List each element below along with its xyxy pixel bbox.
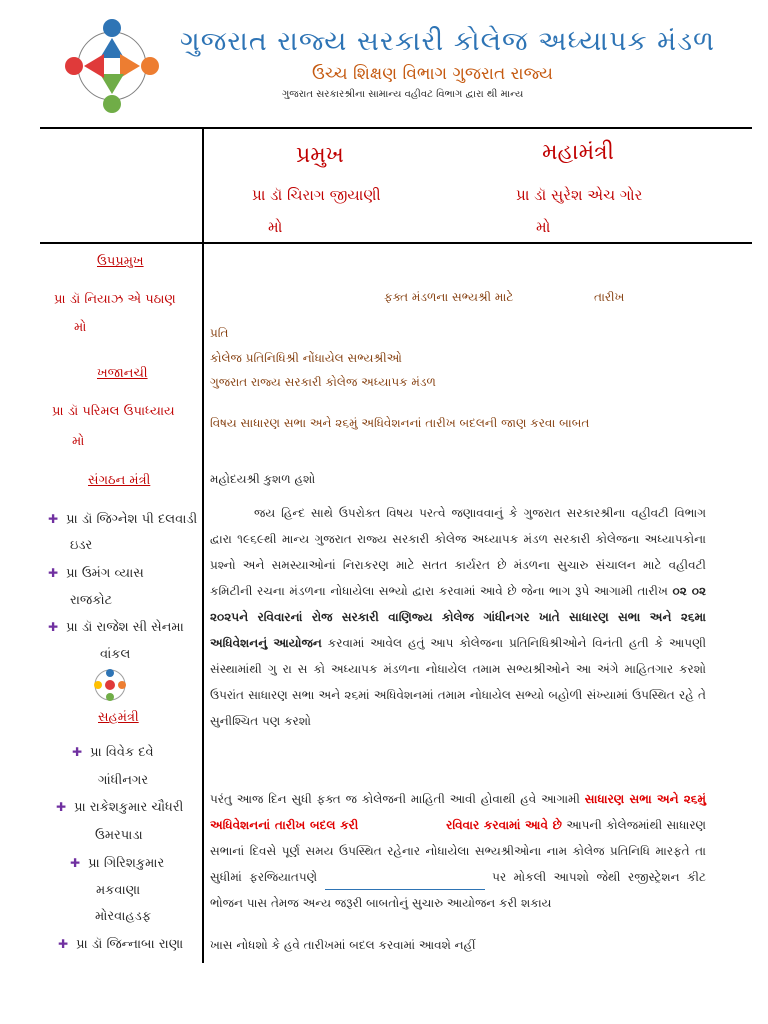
treasurer-mobile: મો bbox=[72, 434, 85, 449]
bullet-icon: ✚ bbox=[48, 566, 59, 580]
joint-secretary-heading: સહમંત્રી bbox=[98, 710, 139, 725]
bullet-icon: ✚ bbox=[70, 856, 81, 870]
joint-secretary-place: ઉમરપાડા bbox=[95, 828, 143, 843]
bullet-icon: ✚ bbox=[48, 620, 59, 634]
org-secretary-place: વાંકલ bbox=[100, 647, 131, 662]
bullet-icon: ✚ bbox=[58, 937, 69, 951]
paragraph-1: જય હિન્દ સાથે ઉપરોક્ત વિષય પરત્વે જણાવવાનું કે ગુજરાત સરકારશ્રીના વહીવટી વિભાગ દ્વારા ૧૯૬૯થી માન્ય ગુજરાત રાજ્ય સરકારી કોલેજ અધ્યાપક મંડળ સરકારી કોલેજના અધ્યાપકોના પ્રશ્નો અને સમસ્યાઓનાં નિરાકરણ માટે સતત કાર્યરત છે મંડળના સુચારુ સંચાલન માટે વહીવટી કમિટીની રચના મંડળના નોધાયેલા સભ્યો દ્વારા કરવામાં આવે છે જેના ભાગ રૂપે આગામી તારીખ ૦૨ ૦૨ ૨૦૨૫ને રવિવારનાં રોજ સરકારી વાણિજ્ય કોલેજ ગાંધીનગર ખાતે સાધારણ સભા અને ૨૬મા અધિવેશનનું આયોજન કરવામાં આવેલ હતું આપ કોલેજના પ્રતિનિધિશ્રીઓને વિનંતી હતી કે આપણી સંસ્થામાંથી ગુ રા સ કો અધ્યાપક મંડળના નોધાયેલ તમામ સભ્યશ્રીઓને આ અંગે માહિતગાર કરશો ઉપરાંત સાધારણ સભા અને ૨૬માં અધિવેશનમાં તમામ નોધાયેલ સભ્યો બહોળી સંખ્યામાં ઉપસ્થિત રહે તે સુનીશ્ચિત પણ કરશો bbox=[210, 506, 707, 728]
email-blank bbox=[325, 877, 485, 890]
joint-secretary-item: ✚ પ્રા વિવેક દવે bbox=[72, 745, 154, 760]
president-name: પ્રા ડૉ ચિરાગ જીયાણી bbox=[252, 186, 381, 204]
bullet-icon: ✚ bbox=[72, 745, 83, 759]
secretary-title: મહામંત્રી bbox=[542, 140, 614, 165]
greeting: મહોદયશ્રી કુશળ હશો bbox=[210, 472, 316, 486]
top-rule bbox=[40, 127, 752, 129]
org-recognition: ગુજરાત સરકારશ્રીના સામાન્ય વહીવટ વિભાગ દ્વારા થી માન્ય bbox=[282, 89, 524, 100]
joint-secretary-place: મકવાણા bbox=[96, 883, 141, 898]
secretary-name: પ્રા ડૉ સુરેશ એચ ગોર bbox=[516, 186, 643, 204]
org-secretary-item: ✚ પ્રા ડૉ રાજેશ સી સેનમા bbox=[48, 620, 184, 635]
final-note: ખાસ નોધશો કે હવે તારીખમાં બદલ કરવામાં આવશે નહીં bbox=[210, 938, 476, 952]
subject-line: વિષય સાધારણ સભા અને ૨૬મું અધિવેશનનાં તારીખ બદલની જાણ કરવા બાબત bbox=[210, 416, 590, 430]
org-name: ગુજરાત રાજ્ય સરકારી કોલેજ અધ્યાપક મંડળ bbox=[180, 26, 716, 57]
emblem-icon bbox=[93, 668, 127, 702]
to-line-1: કોલેજ પ્રતિનિધિશ્રી નોંધાયેલ સભ્યશ્રીઓ bbox=[210, 351, 402, 365]
treasurer-heading: ખજાનચી bbox=[97, 366, 148, 381]
treasurer-name: પ્રા ડૉ પરિમલ ઉપાધ્યાય bbox=[52, 404, 175, 419]
joint-secretary-item: ✚ પ્રા ડૉ જિન્નાબા રાણા bbox=[58, 937, 184, 952]
president-mobile: મો bbox=[268, 218, 283, 236]
vp-name: પ્રા ડૉ નિયાઝ એ પઠાણ bbox=[54, 292, 176, 307]
secretary-mobile: મો bbox=[536, 218, 551, 236]
joint-secretary-place: ગાંધીનગર bbox=[98, 773, 149, 788]
officers-rule bbox=[40, 242, 752, 244]
org-secretary-place: રાજકોટ bbox=[70, 593, 113, 608]
joint-secretary-place: મોરવાહડફ bbox=[95, 909, 152, 924]
to-label: પ્રતિ bbox=[210, 326, 229, 340]
org-subtitle: ઉચ્ચ શિક્ષણ વિભાગ ગુજરાત રાજ્ય bbox=[312, 64, 553, 84]
president-title: પ્રમુખ bbox=[296, 143, 344, 168]
org-secretary-heading: સંગઠન મંત્રી bbox=[88, 473, 151, 488]
bullet-icon: ✚ bbox=[56, 800, 67, 814]
to-line-2: ગુજરાત રાજ્ય સરકારી કોલેજ અધ્યાપક મંડળ bbox=[210, 375, 436, 389]
org-secretary-item: ✚ પ્રા ઉમંગ વ્યાસ bbox=[48, 566, 144, 581]
paragraph-2: પરંતુ આજ દિન સુધી ફક્ત જ કોલેજની માહિતી આવી હોવાથી હવે આગામી સાધારણ સભા અને ૨૬મું અધિવેશનનાં તારીખ બદલ કરી રવિવાર કરવામાં આવે છે આપની કોલેજમાંથી સાધારણ સભાનાં દિવસે પૂર્ણ સમય ઉપસ્થિત રહેનાર નોધાયેલા સભ્યશ્રીઓના નામ કોલેજ પ્રતિનિધિ મારફતે તા સુધીમાં ફરજિયાતપણે પર મોકલી આપશો જેથી રજીસ્ટ્રેશન કીટ ભોજન પાસ તેમજ અન્ય જરૂરી બાબતોનું સુચારુ આયોજન કરી શકાય bbox=[210, 792, 706, 910]
joint-secretary-item: ✚ પ્રા ગિરિશકુમાર bbox=[70, 856, 165, 871]
date-label: તારીખ bbox=[594, 290, 625, 304]
joint-secretary-item: ✚ પ્રા રાકેશકુમાર ચૌધરી bbox=[56, 800, 184, 815]
column-divider bbox=[202, 127, 204, 963]
bullet-icon: ✚ bbox=[48, 512, 59, 526]
vp-heading: ઉપપ્રમુખ bbox=[97, 254, 144, 269]
vp-mobile: મો bbox=[74, 320, 87, 335]
members-only-label: ફક્ત મંડળના સભ્યશ્રી માટે bbox=[384, 290, 514, 304]
org-secretary-place: ઇડર bbox=[70, 538, 93, 553]
org-secretary-item: ✚ પ્રા ડૉ જિગ્નેશ પી દલવાડી bbox=[48, 512, 198, 527]
org-logo bbox=[62, 16, 162, 116]
